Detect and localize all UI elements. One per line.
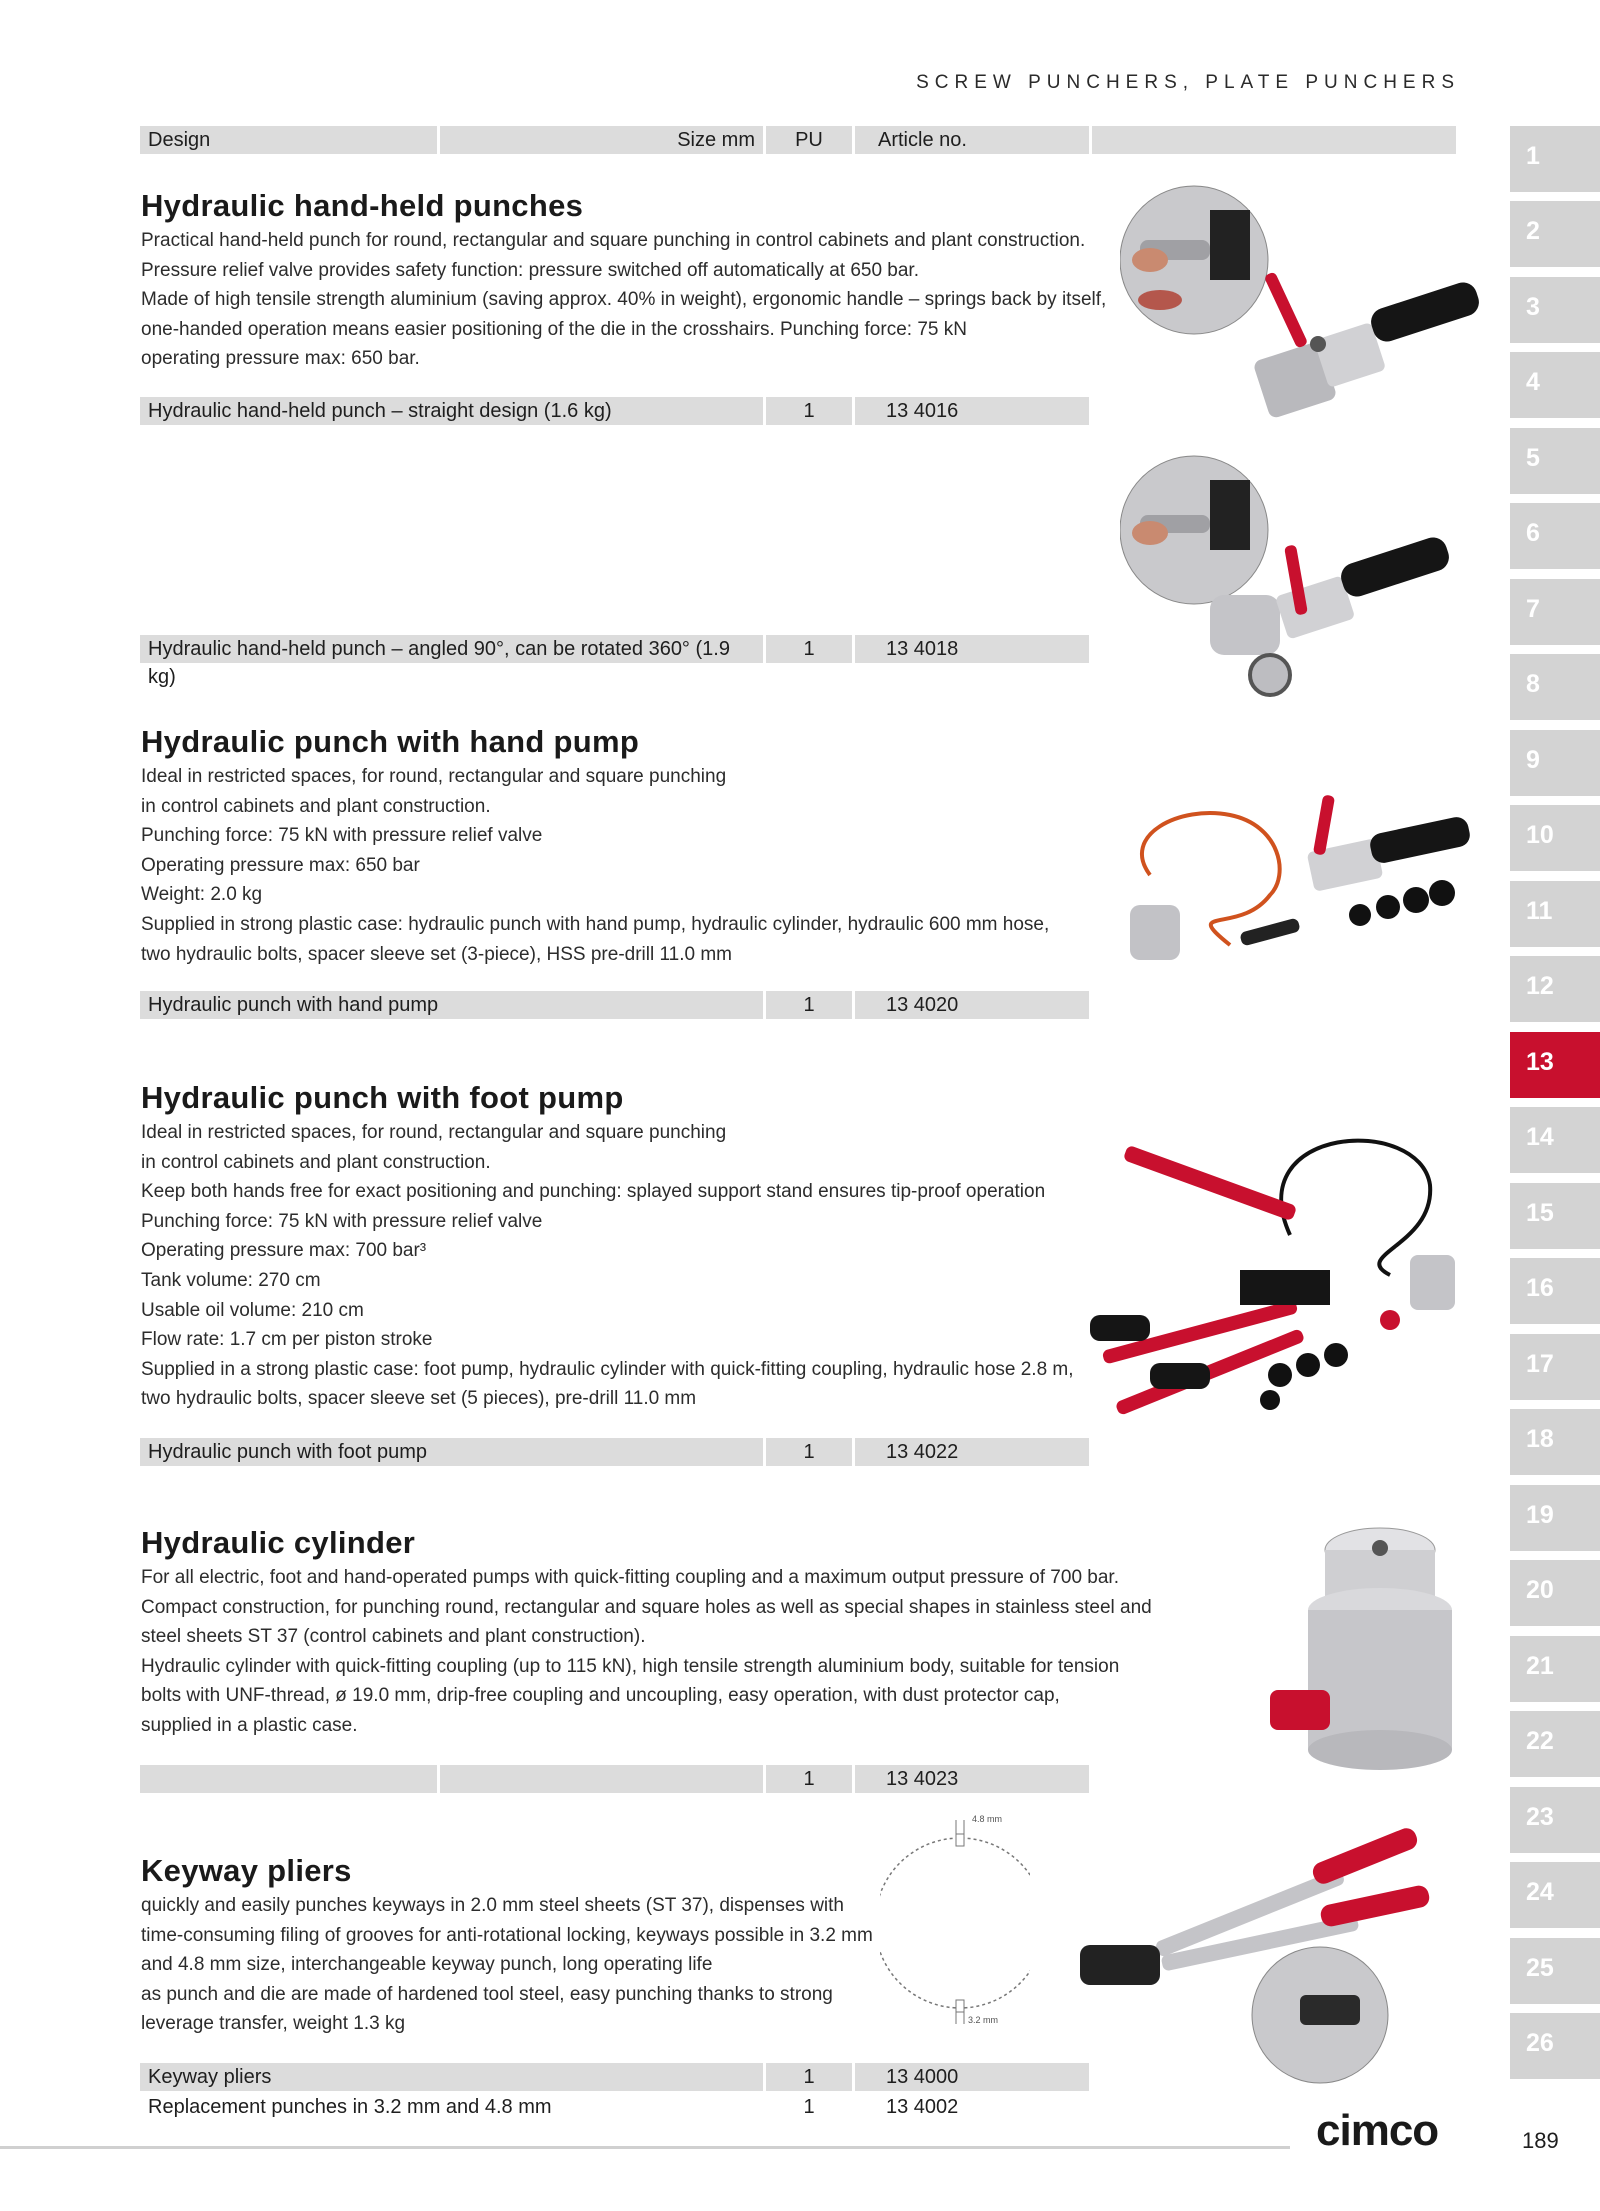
page-number: 189	[1522, 2128, 1559, 2153]
col-design: Design	[140, 126, 437, 154]
keyway-label-top: 4.8 mm	[972, 1814, 1003, 1824]
tab-1[interactable]: 1	[1510, 126, 1600, 192]
product-image-hand-pump	[1120, 795, 1470, 975]
tab-4[interactable]: 4	[1510, 352, 1600, 418]
table-row: Keyway pliers 1 13 4000	[140, 2063, 1092, 2091]
section-title-handheld: Hydraulic hand-held punches	[141, 188, 584, 223]
tab-2[interactable]: 2	[1510, 201, 1600, 267]
tab-16[interactable]: 16	[1510, 1258, 1600, 1324]
tab-13[interactable]: 13	[1510, 1032, 1600, 1098]
tab-21[interactable]: 21	[1510, 1636, 1600, 1702]
tab-12[interactable]: 12	[1510, 956, 1600, 1022]
tab-24[interactable]: 24	[1510, 1862, 1600, 1928]
running-header: SCREW PUNCHERS, PLATE PUNCHERS	[916, 72, 1460, 93]
table-row: Replacement punches in 3.2 mm and 4.8 mm 1 13 4002	[148, 2096, 959, 2118]
tab-7[interactable]: 7	[1510, 579, 1600, 645]
product-image-foot-pump	[1090, 1125, 1480, 1415]
product-image-straight-punch	[1120, 180, 1500, 440]
tab-23[interactable]: 23	[1510, 1787, 1600, 1853]
col-size: Size mm	[440, 126, 763, 154]
col-image	[1092, 126, 1456, 154]
section-title-handpump: Hydraulic punch with hand pump	[141, 724, 640, 759]
tab-5[interactable]: 5	[1510, 428, 1600, 494]
tab-11[interactable]: 11	[1510, 881, 1600, 947]
table-row: Hydraulic hand-held punch – straight design (1.6 kg) 1 13 4016	[140, 397, 1092, 425]
footer-divider	[0, 2146, 1290, 2149]
keyway-diagram	[880, 1808, 1030, 2038]
tab-6[interactable]: 6	[1510, 503, 1600, 569]
section-desc-cylinder: For all electric, foot and hand-operated pumps with quick-fitting coupling and a maximum output pressure of 700 bar. Compact construction, for punching round, rectangular and square holes as well as special shapes in stainless steel and steel sheets ST 37 (control cabinets and plant construction). Hydraulic cylinder with quick-fitting coupling (up to 115 kN), high tensile strength aluminium body, suitable for tension bolts with UNF-thread, ø 19.0 mm, drip-free coupling and uncoupling, easy operation, with dust protector cap, supplied in a plastic case.	[141, 1567, 1152, 1736]
section-desc-keyway: quickly and easily punches keyways in 2.0 mm steel sheets (ST 37), dispenses with time-consuming filing of grooves for anti-rotational locking, keyways possible in 3.2 mm and 4.8 mm size, interchangeable keyway punch, long operating life as punch and die are made of hardened tool steel, easy punching thanks to strong leverage transfer, weight 1.3 kg	[141, 1895, 873, 2035]
col-article: Article no.	[855, 126, 1089, 154]
section-title-footpump: Hydraulic punch with foot pump	[141, 1080, 624, 1115]
tab-25[interactable]: 25	[1510, 1938, 1600, 2004]
table-row: Hydraulic punch with hand pump 1 13 4020	[140, 991, 1092, 1019]
table-row: Hydraulic punch with foot pump 1 13 4022	[140, 1438, 1092, 1466]
column-header-bar	[140, 126, 1456, 154]
tab-14[interactable]: 14	[1510, 1107, 1600, 1173]
tab-22[interactable]: 22	[1510, 1711, 1600, 1777]
section-desc-footpump: Ideal in restricted spaces, for round, rectangular and square punching in control cabinets and plant construction. Keep both hands free for exact positioning and punching: splayed support stand ensures tip-proof operation Punching force: 75 kN with pressure relief valve Operating pressure max: 700 bar³ Tank volume: 270 cm Usable oil volume: 210 cm Flow rate: 1.7 cm per piston stroke Supplied in a strong plastic case: foot pump, hydraulic cylinder with quick-fitting coupling, hydraulic hose 2.8 m, two hydraulic bolts, spacer sleeve set (5 pieces), pre-drill 11.0 mm	[141, 1122, 1074, 1410]
tab-26[interactable]: 26	[1510, 2013, 1600, 2079]
tab-20[interactable]: 20	[1510, 1560, 1600, 1626]
section-title-keyway: Keyway pliers	[141, 1853, 352, 1888]
section-title-cylinder: Hydraulic cylinder	[141, 1525, 416, 1560]
tab-10[interactable]: 10	[1510, 805, 1600, 871]
product-image-keyway-pliers	[1070, 1825, 1470, 2095]
product-image-cylinder	[1260, 1520, 1460, 1780]
tab-19[interactable]: 19	[1510, 1485, 1600, 1551]
section-desc-handpump: Ideal in restricted spaces, for round, rectangular and square punching in control cabinets and plant construction. Punching force: 75 kN with pressure relief valve Operating pressure max: 650 bar Weight: 2.0 kg Supplied in strong plastic case: hydraulic punch with hand pump, hydraulic cylinder, hydraulic 600 mm hose, two hydraulic bolts, spacer sleeve set (3-piece), HSS pre-drill 11.0 mm	[141, 766, 1050, 965]
section-desc-handheld: Practical hand-held punch for round, rectangular and square punching in control cabinets and plant construction. Pressure relief valve provides safety function: pressure switched off automatically at 650 bar. Made of high tensile strength aluminium (saving approx. 40% in weight), ergonomic handle – springs back by itself, one-handed operation means easier positioning of the die in the crosshairs. Punching force: 75 kN operating pressure max: 650 bar.	[141, 230, 1107, 370]
keyway-label-bottom: 3.2 mm	[968, 2015, 999, 2025]
brand-logo: cimco	[1316, 2106, 1439, 2155]
tab-8[interactable]: 8	[1510, 654, 1600, 720]
table-row: Hydraulic hand-held punch – angled 90°, can be rotated 360° (1.9 kg) 1 13 4018	[140, 635, 1092, 663]
table-row: 1 13 4023	[140, 1765, 1092, 1793]
tab-15[interactable]: 15	[1510, 1183, 1600, 1249]
tab-9[interactable]: 9	[1510, 730, 1600, 796]
product-image-angled-punch	[1120, 455, 1500, 705]
tab-18[interactable]: 18	[1510, 1409, 1600, 1475]
col-pu: PU	[766, 126, 852, 154]
tab-3[interactable]: 3	[1510, 277, 1600, 343]
tab-17[interactable]: 17	[1510, 1334, 1600, 1400]
